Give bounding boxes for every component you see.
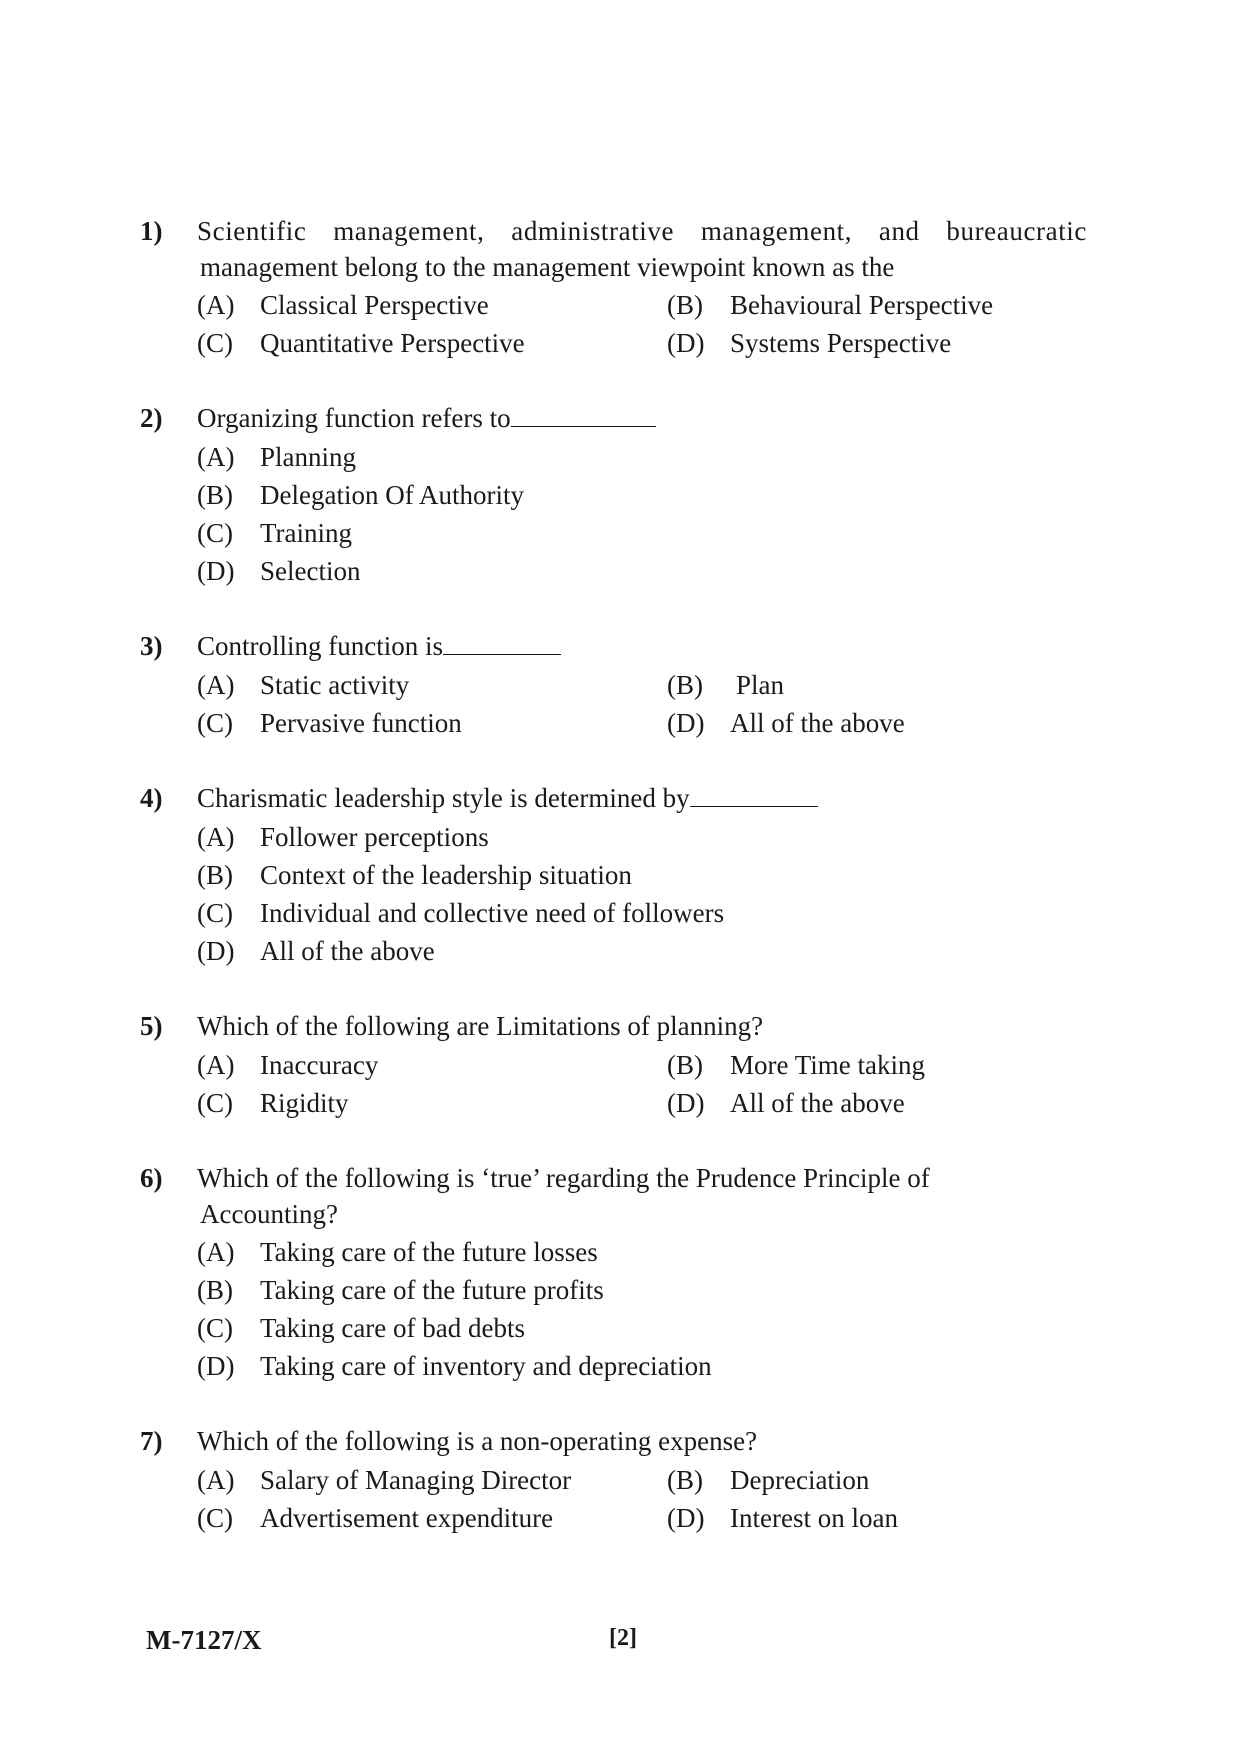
option-c: (C) Pervasive function — [197, 708, 462, 738]
option-d: (D) Taking care of inventory and depreciation — [197, 1351, 712, 1381]
question-number: 6) — [140, 1163, 163, 1193]
question-stem — [197, 213, 1087, 285]
option-a: (A) Taking care of the future losses — [197, 1237, 598, 1267]
question-stem-line: Accounting? — [200, 1199, 338, 1229]
option-b: (B) Behavioural Perspective — [667, 290, 994, 320]
option-b: (B) Plan — [667, 670, 785, 700]
option-b: (B) More Time taking — [667, 1050, 926, 1080]
question-stem: Controlling function is — [197, 628, 1087, 664]
question-stem: Charismatic leadership style is determined by — [197, 780, 1087, 816]
option-d: (D) All of the above — [667, 708, 905, 738]
question-stem-line: Which of the following is ‘true’ regarding the Prudence Principle of — [197, 1163, 930, 1193]
question-number: 1) — [140, 216, 163, 246]
option-c: (C) Quantitative Perspective — [197, 328, 525, 358]
option-a: (A) Classical Perspective — [197, 290, 489, 320]
option-d: (D) Selection — [197, 556, 361, 586]
option-d: (D) Interest on loan — [667, 1503, 898, 1533]
question-number: 7) — [140, 1426, 163, 1456]
answer-blank — [690, 784, 818, 807]
option-d: (D) All of the above — [197, 936, 435, 966]
option-c: (C) Individual and collective need of followers — [197, 898, 725, 928]
question-stem: Organizing function refers to — [197, 400, 1087, 436]
option-d: (D) All of the above — [667, 1088, 905, 1118]
option-b: (B) Depreciation — [667, 1465, 870, 1495]
option-b: (B) Taking care of the future profits — [197, 1275, 604, 1305]
option-c: (C) Advertisement expenditure — [197, 1503, 554, 1533]
option-a: (A) Salary of Managing Director — [197, 1465, 572, 1495]
question-number: 3) — [140, 631, 163, 661]
option-a: (A) Planning — [197, 442, 357, 472]
paper-code: M-7127/X — [146, 1625, 262, 1655]
page-number: [2] — [609, 1625, 637, 1651]
option-a: (A) Follower perceptions — [197, 822, 489, 852]
option-c: (C) Training — [197, 518, 353, 548]
question-number: 4) — [140, 783, 163, 813]
option-a: (A) Inaccuracy — [197, 1050, 379, 1080]
question-stem: Which of the following are Limitations of planning? — [197, 1011, 764, 1041]
question-stem — [197, 1160, 1087, 1232]
question-stem: Which of the following is a non-operating expense? — [197, 1426, 758, 1456]
question-stem-line: Scientific management, administrative management, and bureaucratic — [197, 216, 1087, 246]
question-number: 5) — [140, 1011, 163, 1041]
option-c: (C) Rigidity — [197, 1088, 349, 1118]
option-b: (B) Delegation Of Authority — [197, 480, 524, 510]
option-b: (B) Context of the leadership situation — [197, 860, 632, 890]
answer-blank — [511, 404, 656, 427]
option-a: (A) Static activity — [197, 670, 410, 700]
option-d: (D) Systems Perspective — [667, 328, 952, 358]
answer-blank — [443, 632, 561, 655]
question-number: 2) — [140, 403, 163, 433]
option-c: (C) Taking care of bad debts — [197, 1313, 526, 1343]
question-stem-line: management belong to the management viewpoint known as the — [200, 252, 895, 282]
